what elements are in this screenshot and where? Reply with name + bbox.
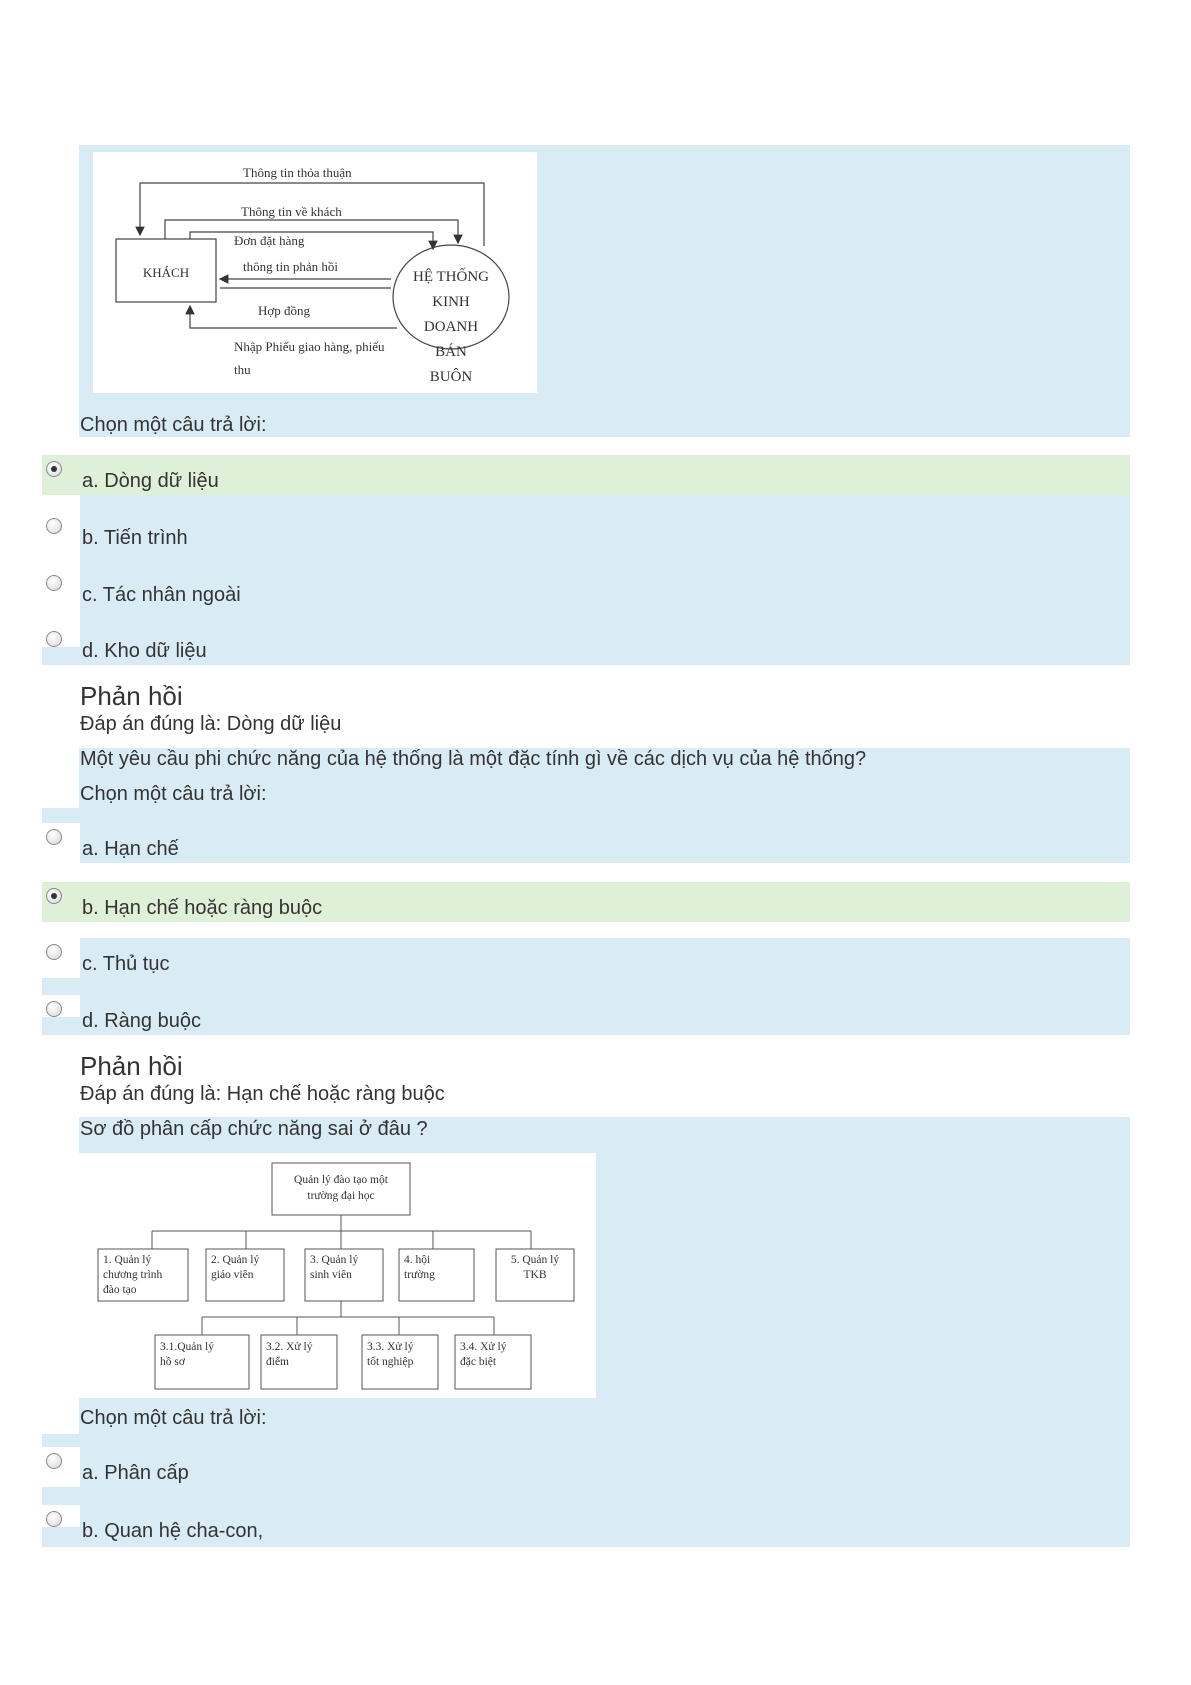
option-label: a. Dòng dữ liệu <box>82 470 219 492</box>
flow-agreement-label: Thông tin thỏa thuận <box>243 165 352 180</box>
option-label: d. Kho dữ liệu <box>82 640 207 662</box>
flow-order <box>190 232 433 249</box>
node-3-4-line-2: đặc biệt <box>460 1356 497 1368</box>
option-label: c. Tác nhân ngoài <box>82 584 241 606</box>
flow-order-label: Đơn đặt hàng <box>234 233 305 248</box>
node-5-line-2: TKB <box>523 1269 547 1281</box>
question-2-option-c[interactable] <box>42 938 1130 978</box>
function-hierarchy-diagram <box>79 1153 596 1398</box>
question-2-option-b[interactable] <box>42 882 1130 922</box>
feedback-text: Đáp án đúng là: Dòng dữ liệu <box>80 713 342 735</box>
node-5-line-1: 5. Quản lý <box>510 1254 560 1266</box>
process-line-3: DOANH <box>423 319 479 335</box>
question-2-prompt: Chọn một câu trả lời: <box>80 783 267 805</box>
option-label: d. Ràng buộc <box>82 1010 201 1032</box>
radio-icon[interactable] <box>46 944 62 960</box>
external-entity-label: KHÁCH <box>142 265 190 280</box>
node-3-3-line-1: 3.3. Xử lý <box>367 1341 414 1353</box>
process-line-2: KINH <box>432 294 470 310</box>
node-4-line-1: 4. hội <box>404 1254 431 1266</box>
radio-icon[interactable] <box>46 631 62 647</box>
question-1-option-c[interactable] <box>42 569 1130 609</box>
option-label: a. Hạn chế <box>82 838 179 860</box>
flow-contract-label: Hợp đồng <box>258 303 311 318</box>
node-3-3-line-2: tốt nghiệp <box>367 1356 414 1368</box>
option-label: b. Tiến trình <box>82 527 188 549</box>
option-label: a. Phân cấp <box>82 1462 189 1484</box>
node-3-2-line-2: điểm <box>266 1356 289 1368</box>
question-1-option-d[interactable] <box>42 625 1130 665</box>
flow-delivery-label-2: thu <box>234 362 251 377</box>
feedback-text: Đáp án đúng là: Hạn chế hoặc ràng buộc <box>80 1083 445 1105</box>
question-2-option-a[interactable] <box>42 823 1130 863</box>
flow-feedback-label: thông tin phản hồi <box>243 259 338 274</box>
node-1-line-3: đào tạo <box>103 1284 137 1296</box>
process-line-4: BÁN <box>435 344 467 360</box>
radio-icon[interactable] <box>46 575 62 591</box>
node-1-line-1: 1. Quản lý <box>103 1254 152 1266</box>
feedback-title: Phản hồi <box>80 1051 183 1081</box>
node-3-2-line-1: 3.2. Xử lý <box>266 1341 313 1353</box>
node-3-4-line-1: 3.4. Xử lý <box>460 1341 507 1353</box>
node-3-1-line-2: hồ sơ <box>160 1356 185 1368</box>
node-2-line-1: 2. Quản lý <box>211 1254 260 1266</box>
radio-selected-icon[interactable] <box>46 888 62 904</box>
option-label: b. Quan hệ cha-con, <box>82 1520 264 1542</box>
dfd-context-diagram <box>93 152 537 393</box>
question-1-option-a[interactable] <box>42 455 1130 495</box>
radio-icon[interactable] <box>46 829 62 845</box>
node-2-line-2: giáo viên <box>211 1269 254 1281</box>
question-3-prompt: Chọn một câu trả lời: <box>80 1407 267 1429</box>
process-line-5: BUÔN <box>429 369 473 385</box>
flow-delivery-label-1: Nhập Phiếu giao hàng, phiếu <box>234 339 385 354</box>
radio-icon[interactable] <box>46 518 62 534</box>
option-label: c. Thủ tục <box>82 953 170 975</box>
question-3-option-b[interactable] <box>42 1505 1130 1545</box>
radio-icon[interactable] <box>46 1453 62 1469</box>
node-4-line-2: trường <box>404 1269 435 1281</box>
hierarchy-root-line-2: trường đại học <box>307 1190 375 1202</box>
feedback-title: Phản hồi <box>80 681 183 711</box>
question-1-option-b[interactable] <box>42 512 1130 552</box>
option-label: b. Hạn chế hoặc ràng buộc <box>82 897 323 919</box>
node-3-line-2: sinh viên <box>310 1269 352 1281</box>
question-3-text: Sơ đồ phân cấp chức năng sai ở đâu ? <box>80 1118 428 1140</box>
flow-customer-info-label: Thông tin về khách <box>241 204 342 219</box>
question-2-text: Một yêu cầu phi chức năng của hệ thống là một đặc tính gì về các dịch vụ của hệ thống? <box>80 748 867 770</box>
node-3-line-1: 3. Quản lý <box>310 1254 359 1266</box>
process-line-1: HỆ THỐNG <box>413 269 489 285</box>
question-1-prompt: Chọn một câu trả lời: <box>80 414 267 436</box>
radio-icon[interactable] <box>46 1001 62 1017</box>
question-2-option-d[interactable] <box>42 995 1130 1035</box>
question-3-option-a[interactable] <box>42 1447 1130 1487</box>
node-1-line-2: chương trình <box>103 1269 163 1281</box>
hierarchy-root-box <box>272 1163 410 1215</box>
radio-selected-icon[interactable] <box>46 461 62 477</box>
hierarchy-root-line-1: Quản lý đào tạo một <box>294 1174 388 1186</box>
radio-icon[interactable] <box>46 1511 62 1527</box>
node-3-1-line-1: 3.1.Quản lý <box>160 1341 214 1353</box>
